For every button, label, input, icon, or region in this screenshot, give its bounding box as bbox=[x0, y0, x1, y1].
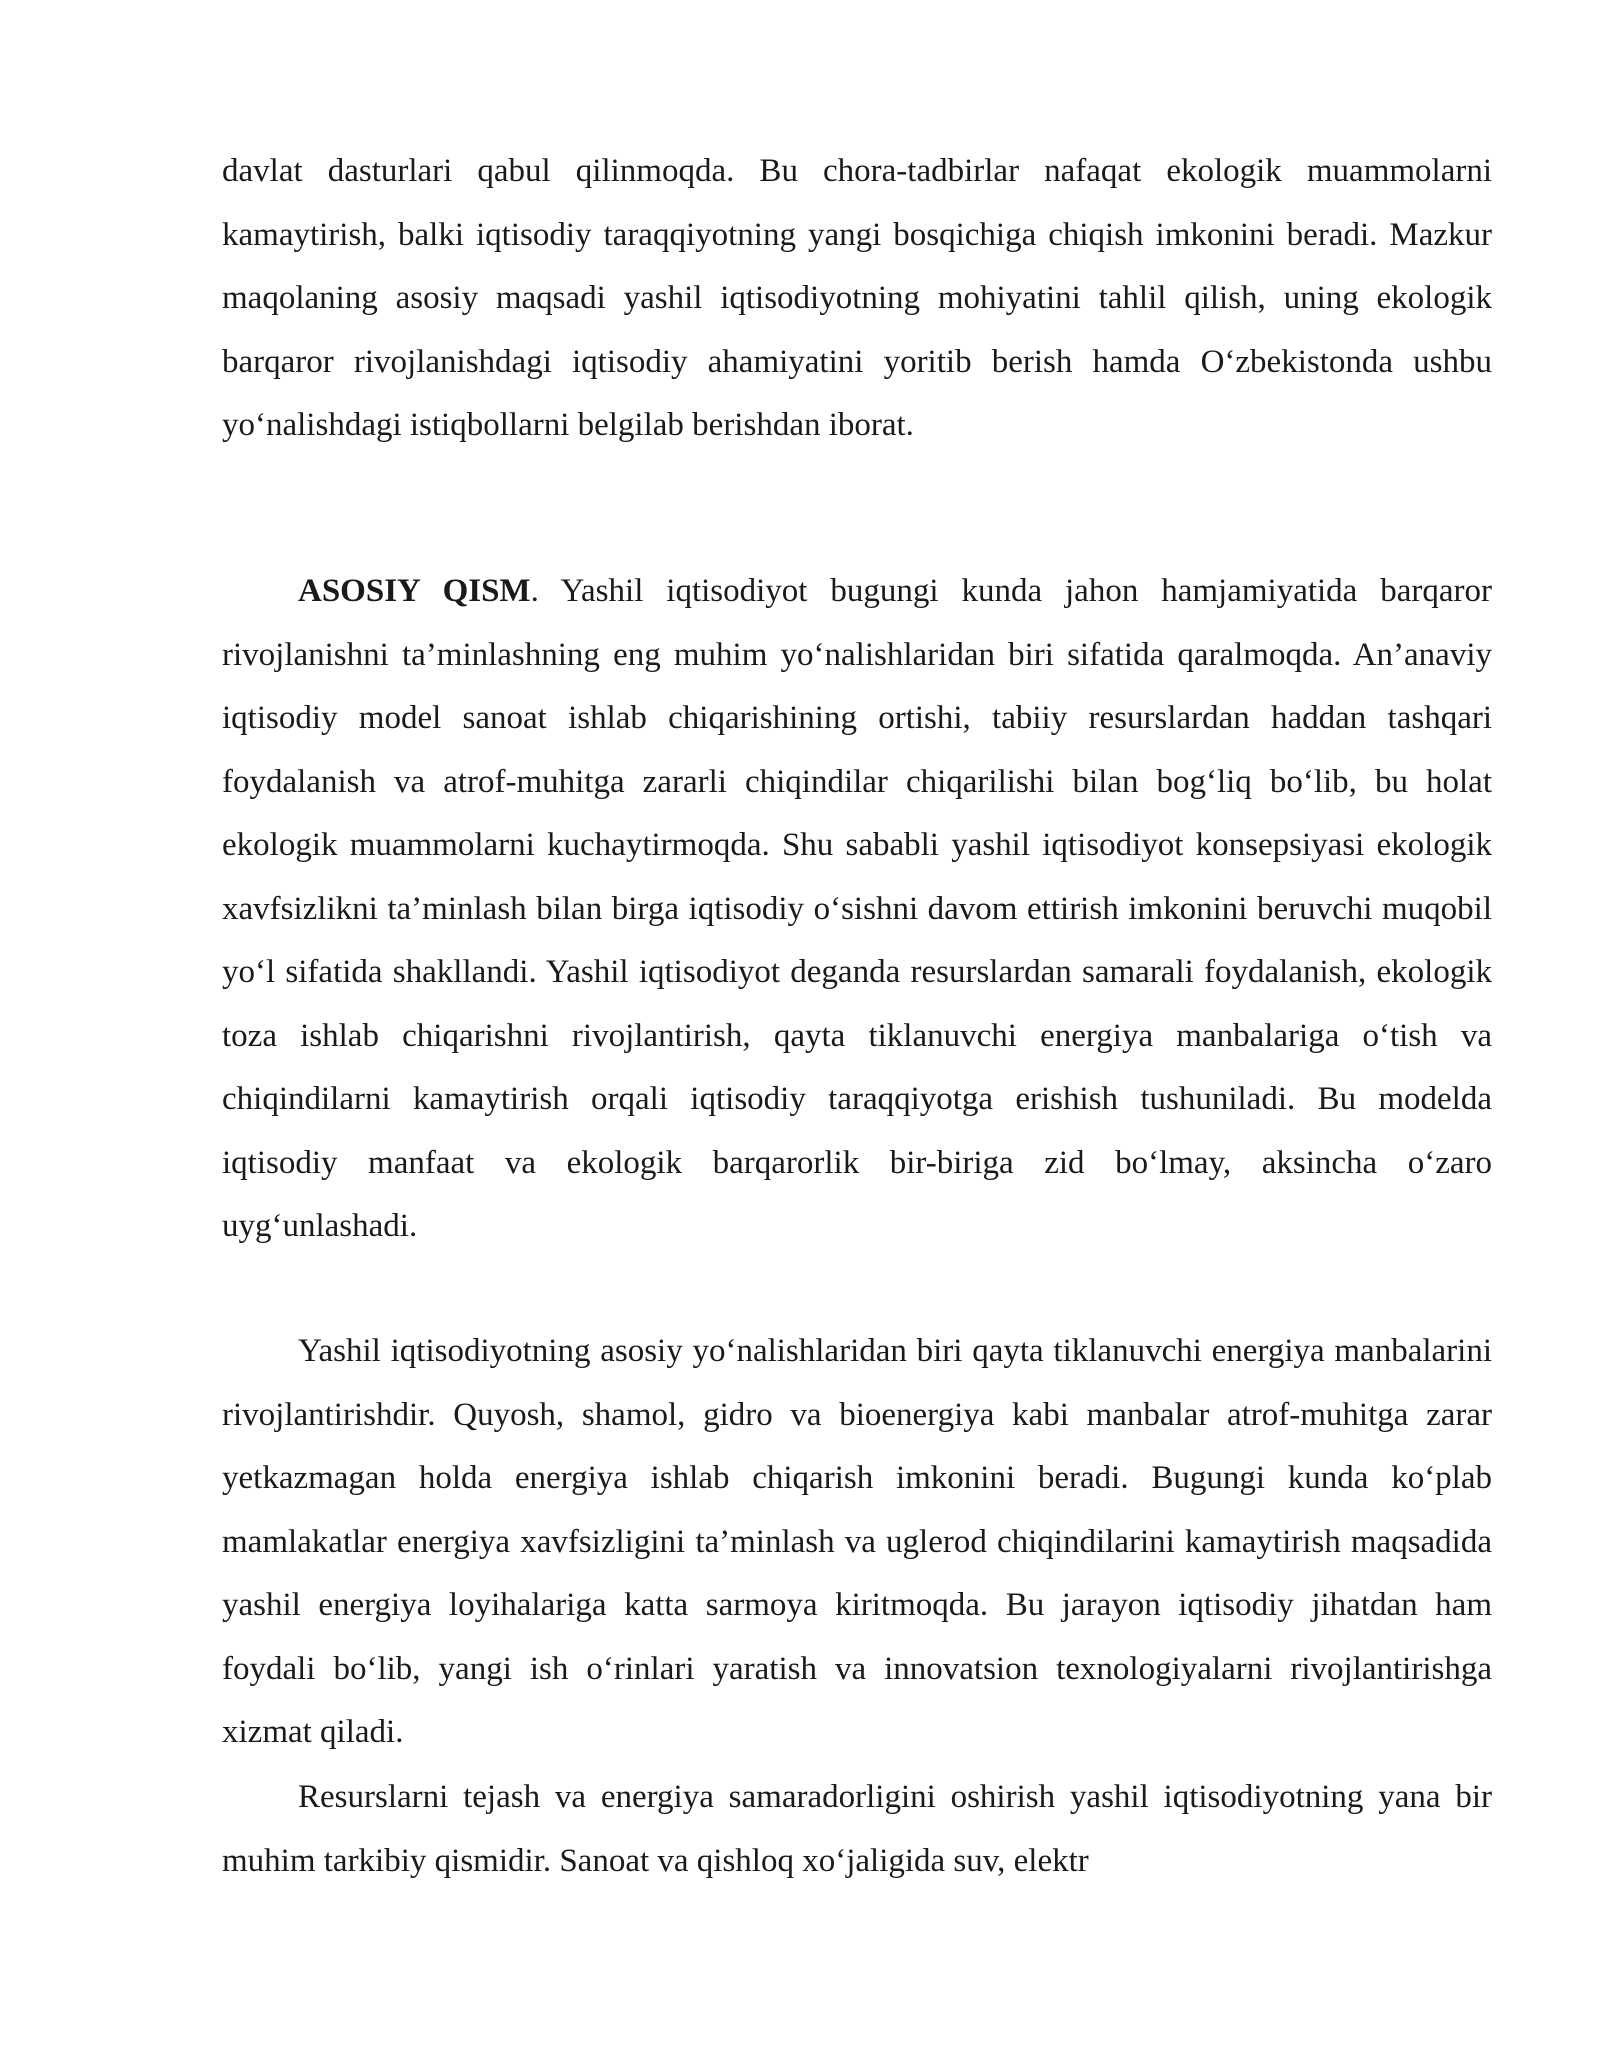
paragraph-intro-continuation: davlat dasturlari qabul qilinmoqda. Bu chora-tadbirlar nafaqat ekologik muammolarni kamaytirish, balki iqtisodiy taraqqiyotning yangi bosqichiga chiqish imkonini beradi. Mazkur maqolaning asosiy maqsadi yashil iqtisodiyotning mohiyatini tahlil qilish, uning ekologik barqaror rivojlanishdagi iqtisodiy ahamiyatini yoritib berish hamda O‘zbekistonda ushbu yo‘nalishdagi istiqbollarni belgilab berishdan iborat. bbox=[222, 153, 1492, 443]
paragraph-main-part-text: Yashil iqtisodiyot bugungi kunda jahon hamjamiyatida barqaror rivojlanishni ta’minlashning eng muhim yo‘nalishlaridan biri sifatida qaralmoqda. An’anaviy iqtisodiy model sanoat ishlab chiqarishining ortishi, tabiiy resurslardan haddan tashqari foydalanish va atrof-muhitga zararli chiqindilar chiqarilishi bilan bog‘liq bo‘lib, bu holat ekologik muammolarni kuchaytirmoqda. Shu sababli yashil iqtisodiyot konsepsiyasi ekologik xavfsizlikni ta’minlash bilan birga iqtisodiy o‘sishni davom ettirish imkonini beruvchi muqobil yo‘l sifatida shakllandi. Yashil iqtisodiyot deganda resurslardan samarali foydalanish, ekologik toza ishlab chiqarishni rivojlantirish, qayta tiklanuvchi energiya manbalariga o‘tish va chiqindilarni kamaytirish orqali iqtisodiy taraqqiyotga erishish tushuniladi. Bu modelda iqtisodiy manfaat va ekologik barqarorlik bir-biriga zid bo‘lmay, aksincha o‘zaro uyg‘unlashadi. bbox=[222, 573, 1492, 1244]
section-heading-punctuation: . bbox=[530, 573, 539, 609]
paragraph-main-part bbox=[222, 560, 1492, 1259]
section-heading-asosiy-qism: ASOSIY QISM bbox=[298, 573, 531, 609]
paragraph-renewable-energy: Yashil iqtisodiyotning asosiy yo‘nalishlaridan biri qayta tiklanuvchi energiya manbalarini rivojlantirishdir. Quyosh, shamol, gidro va bioenergiya kabi manbalar atrof-muhitga zarar yetkazmagan holda energiya ishlab chiqarish imkonini beradi. Bugungi kunda ko‘plab mamlakatlar energiya xavfsizligini ta’minlash va uglerod chiqindilarini kamaytirish maqsadida yashil energiya loyihalariga katta sarmoya kiritmoqda. Bu jarayon iqtisodiy jihatdan ham foydali bo‘lib, yangi ish o‘rinlari yaratish va innovatsion texnologiyalarni rivojlantirishga xizmat qiladi. bbox=[222, 1333, 1492, 1750]
paragraph-resource-saving: Resurslarni tejash va energiya samaradorligini oshirish yashil iqtisodiyotning yana bir muhim tarkibiy qismidir. Sanoat va qishloq xo‘jaligida suv, elektr bbox=[222, 1779, 1492, 1879]
